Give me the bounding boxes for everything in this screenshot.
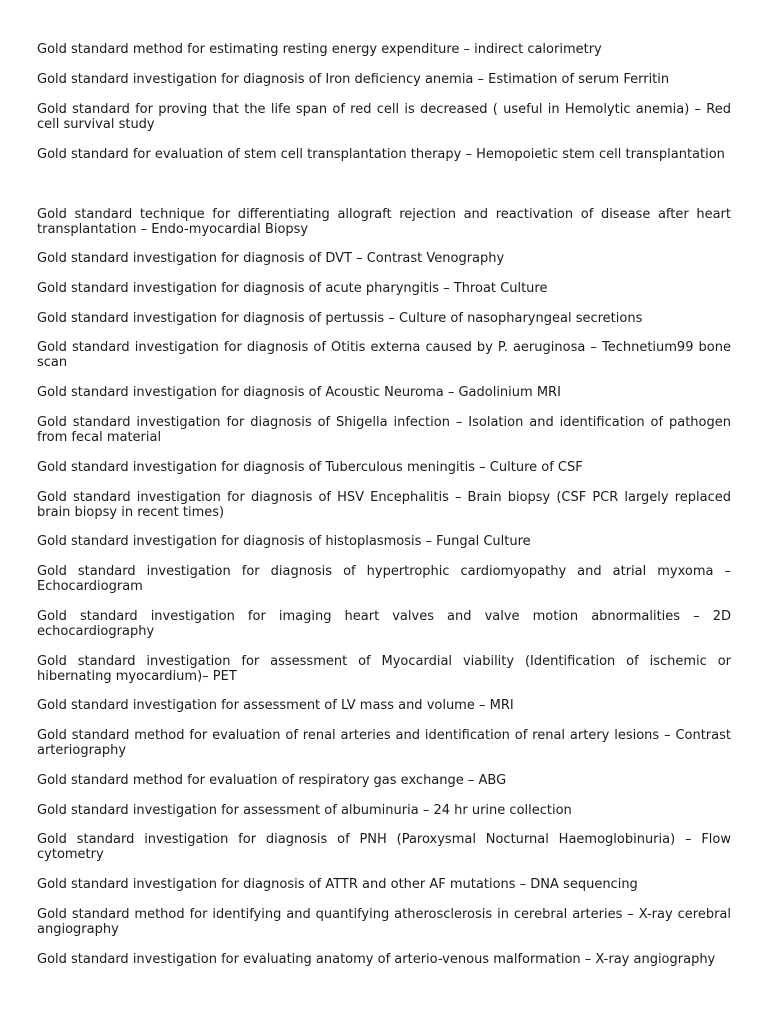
entry-8: Gold standard investigation for diagnosis of pertussis – Culture of nasopharyngeal secretions (37, 311, 643, 326)
entry-6: Gold standard investigation for diagnosis of DVT – Contrast Venography (37, 251, 505, 266)
entry-5: Gold standard technique for differentiating allograft rejection and reactivation of disease after heart transplantation – Endo-myocardial Biopsy (37, 207, 731, 237)
entry-2: Gold standard investigation for diagnosis of Iron deficiency anemia – Estimation of serum Ferritin (37, 72, 670, 87)
entry-1: Gold standard method for estimating resting energy expenditure – indirect calorimetry (37, 42, 602, 57)
entry-3: Gold standard for proving that the life span of red cell is decreased ( useful in Hemolytic anemia) – Red cell survival study (37, 102, 731, 132)
entry-10: Gold standard investigation for diagnosis of Acoustic Neuroma – Gadolinium MRI (37, 385, 561, 400)
entry-20: Gold standard method for evaluation of respiratory gas exchange – ABG (37, 773, 507, 788)
entry-7: Gold standard investigation for diagnosis of acute pharyngitis – Throat Culture (37, 281, 548, 296)
entry-21: Gold standard investigation for assessment of albuminuria – 24 hr urine collection (37, 803, 572, 818)
entry-4: Gold standard for evaluation of stem cell transplantation therapy – Hemopoietic stem cell transplantation (37, 147, 725, 162)
entry-11: Gold standard investigation for diagnosis of Shigella infection – Isolation and identification of pathogen from fecal material (37, 415, 731, 445)
entry-15: Gold standard investigation for diagnosis of hypertrophic cardiomyopathy and atrial myxoma – Echocardiogram (37, 564, 731, 594)
entry-18: Gold standard investigation for assessment of LV mass and volume – MRI (37, 698, 514, 713)
entry-12: Gold standard investigation for diagnosis of Tuberculous meningitis – Culture of CSF (37, 460, 583, 475)
entry-14: Gold standard investigation for diagnosis of histoplasmosis – Fungal Culture (37, 534, 531, 549)
entry-17: Gold standard investigation for assessment of Myocardial viability (Identification of ischemic or hibernating myocardium)– PET (37, 654, 731, 684)
entry-22: Gold standard investigation for diagnosis of PNH (Paroxysmal Nocturnal Haemoglobinuria) – Flow cytometry (37, 832, 731, 862)
entry-19: Gold standard method for evaluation of renal arteries and identification of renal artery lesions – Contrast arteriography (37, 728, 731, 758)
entry-24: Gold standard method for identifying and quantifying atherosclerosis in cerebral arteries – X-ray cerebral angiography (37, 907, 731, 937)
entry-25: Gold standard investigation for evaluating anatomy of arterio-venous malformation – X-ray angiography (37, 952, 716, 967)
entry-9: Gold standard investigation for diagnosis of Otitis externa caused by P. aeruginosa – Technetium99 bone scan (37, 340, 731, 370)
entry-16: Gold standard investigation for imaging heart valves and valve motion abnormalities – 2D echocardiography (37, 609, 731, 639)
entry-13: Gold standard investigation for diagnosis of HSV Encephalitis – Brain biopsy (CSF PCR largely replaced brain biopsy in recent times) (37, 490, 731, 520)
entry-23: Gold standard investigation for diagnosis of ATTR and other AF mutations – DNA sequencing (37, 877, 638, 892)
